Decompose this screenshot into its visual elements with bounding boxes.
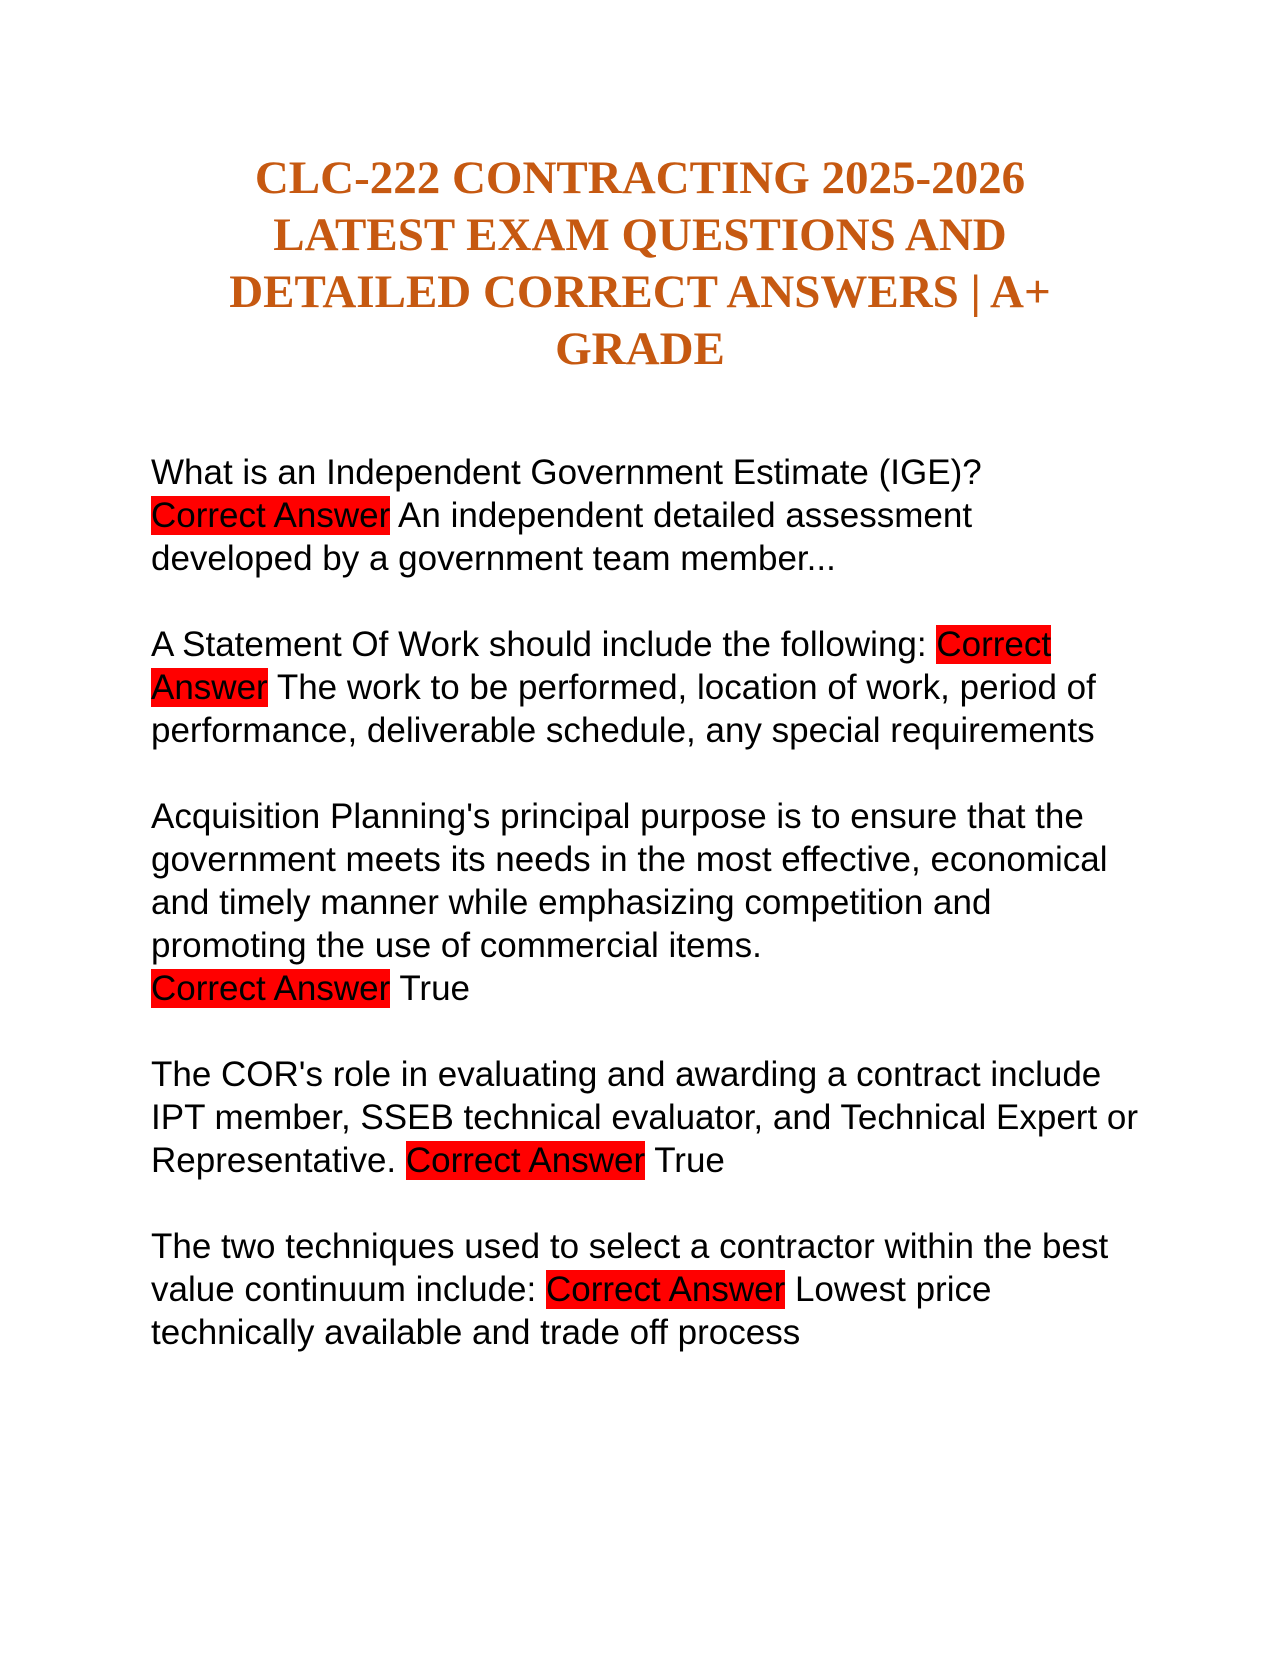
correct-answer-label: Correct Answer: [545, 1270, 786, 1309]
answer-text: True: [654, 1141, 725, 1180]
question-text: The COR's role in evaluating and awarding a contract include IPT member, SSEB technical evaluator, and Technical Expert or Representative.: [151, 1055, 1139, 1180]
qa-item: [151, 795, 1141, 1010]
question-text: A Statement Of Work should include the following:: [151, 625, 927, 664]
question-text: What is an Independent Government Estimate (IGE)?: [151, 453, 982, 492]
correct-answer-label: Correct Answer: [405, 1141, 646, 1180]
answer-text: An independent detailed assessment developed by a government team member...: [151, 496, 973, 578]
qa-item: [151, 623, 1141, 752]
correct-answer-label: Correct Answer: [151, 625, 1052, 707]
correct-answer-label: Correct Answer: [151, 969, 391, 1008]
answer-text: True: [399, 969, 471, 1008]
answer-text: Lowest price technically available and trade off process: [151, 1270, 992, 1352]
answer-text: The work to be performed, location of work, period of performance, deliverable schedule, any special requirements: [151, 668, 1096, 750]
title-line: GRADE: [555, 323, 725, 375]
qa-item: [151, 1053, 1141, 1182]
question-text: Acquisition Planning's principal purpose is to ensure that the government meets its needs in the most effective, economical and timely manner while emphasizing competition and promoting the use of commercial items.: [151, 797, 1108, 965]
title-line: CLC-222 CONTRACTING 2025-2026: [254, 152, 1026, 204]
qa-list: [151, 451, 1141, 1397]
qa-item: [151, 1225, 1141, 1354]
title-line: DETAILED CORRECT ANSWERS | A+: [229, 266, 1051, 318]
title-line: LATEST EXAM QUESTIONS AND: [273, 209, 1007, 261]
document-title: [150, 150, 1130, 378]
correct-answer-label: Correct Answer: [151, 496, 391, 535]
qa-item: [151, 451, 1141, 580]
question-text: The two techniques used to select a contractor within the best value continuum include:: [151, 1227, 1109, 1309]
